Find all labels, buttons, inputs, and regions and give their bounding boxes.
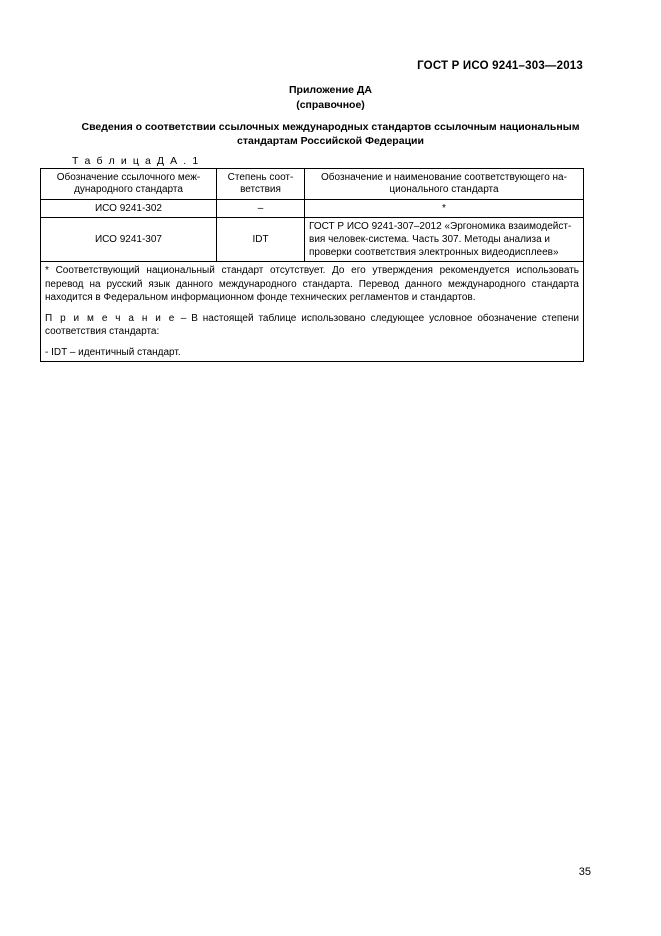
note-text-line-2: соответствия стандарта: [45,326,160,337]
table-header-international [41,169,217,200]
header-col3-line1: Обозначение и наименование соответствующего на- [321,172,567,183]
header-col2-line1: Степень соот- [227,172,294,183]
table-row [41,200,584,218]
table-notes-row [41,262,584,362]
cell-degree-1: IDT [217,218,305,262]
cell-international-1: ИСО 9241-307 [41,218,217,262]
footnote-block [45,264,579,305]
footnote-line-1: * Соответствующий национальный стандарт отсутствует. До его утверждения рекомендуется использовать [45,265,579,276]
note-text-line-1: – В настоящей таблице использовано следующее условное обозначение степени [180,312,579,324]
header-col3-line2: ционального стандарта [389,184,499,195]
table-caption: Т а б л и ц а Д А . 1 [72,155,200,167]
header-col2-line2: ветствия [240,184,281,195]
annex-subtitle: (справочное) [296,99,365,111]
annex-title: Приложение ДА [289,84,372,96]
standard-code-header: ГОСТ Р ИСО 9241–303—2013 [417,60,583,72]
page-number: 35 [578,866,591,878]
national-line-3: проверки соответствия электронных видеодисплеев» [309,247,559,258]
cell-national-1 [305,218,584,262]
national-line-1: ГОСТ Р ИСО 9241-307–2012 «Эргономика взаимодейст- [309,221,572,232]
note-label: П р и м е ч а н и е [45,312,176,324]
table-row [41,218,584,262]
annex-heading: Сведения о соответствии ссылочных международных стандартов ссылочным национальным стандартам Российской Федерации [81,121,580,147]
table-header-degree [217,169,305,200]
header-col1-line2: дународного стандарта [74,184,183,195]
national-line-2: вия человек-система. Часть 307. Методы анализа и [309,234,551,245]
table-header-national [305,169,584,200]
correspondence-table [40,168,584,362]
header-col1-line1: Обозначение ссылочного меж- [56,172,201,183]
cell-international-0: ИСО 9241-302 [41,200,217,218]
note-item: - IDT – идентичный стандарт. [45,346,181,358]
cell-degree-0: – [217,200,305,218]
note-block [45,312,579,339]
footnote-line-2: перевод на русский язык данного международного стандарта. Перевод данного международного стандарта [45,278,579,290]
table-notes [41,262,584,362]
table-header-row [41,169,584,200]
cell-national-0: * [305,200,584,218]
footnote-line-3: находится в Федеральном информационном фонде технических регламентов и стандартов. [45,292,476,303]
